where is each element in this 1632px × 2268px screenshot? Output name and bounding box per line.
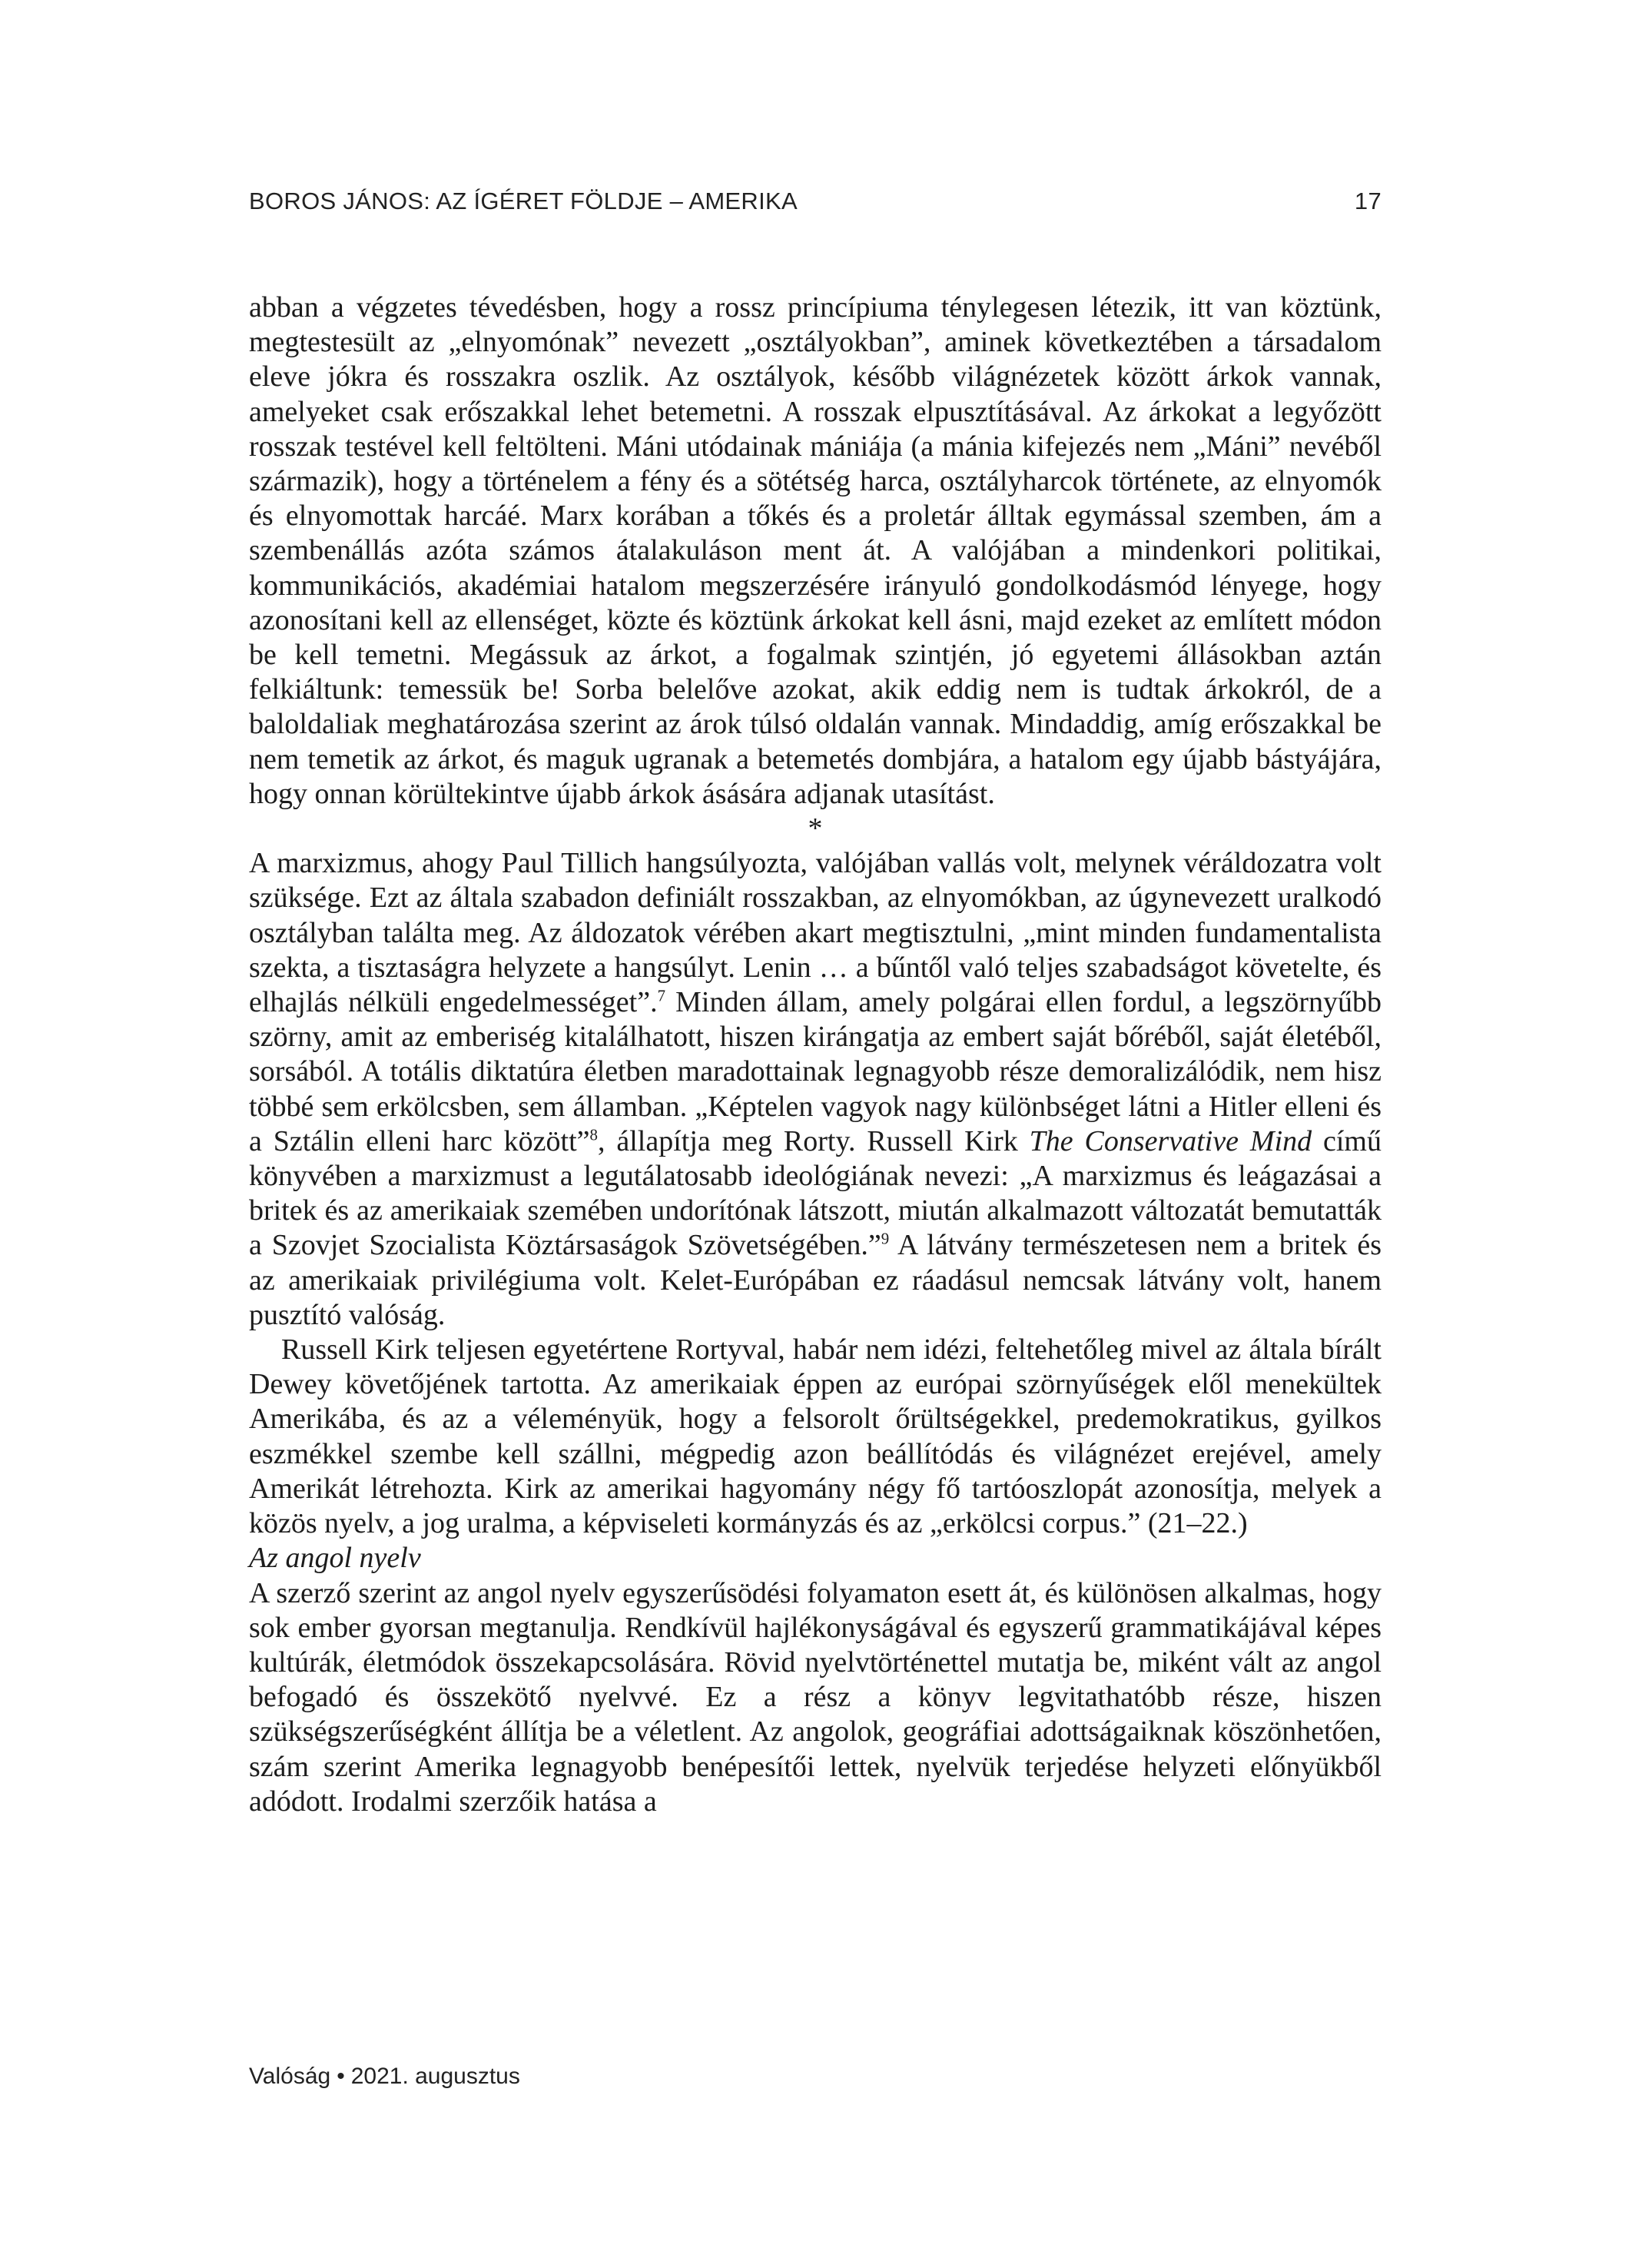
running-header-title: BOROS JÁNOS: AZ ÍGÉRET FÖLDJE – AMERIKA: [249, 188, 798, 214]
paragraph-2: [249, 846, 1382, 1333]
paragraph-2-part-c: , állapítja meg Rorty. Russell Kirk: [597, 1124, 1030, 1157]
paragraph-2-part-d: című könyvében a marxizmust a legutálatosabb ideológiának nevezi: „A marxizmus és leágazásai a britek és az amerikaiak szemében undorítónak látszott, miután alkalmazott változatát bemutatták a Szovjet Szocialista Köztársaságok Szövetségében.”: [249, 1124, 1382, 1262]
section-separator: *: [808, 812, 823, 845]
page-number: 17: [1354, 188, 1382, 214]
page-footer: [249, 2064, 520, 2090]
paragraph-4: A szerző szerint az angol nyelv egyszerűsödési folyamaton esett át, és különösen alkalmas, hogy sok ember gyorsan megtanulja. Rendkívül hajlékonyságával és egyszerű grammatikájával képes kultúrák, életmódok összekapcsolására. Rövid nyelvtörténettel mutatja be, miként vált az angol befogadó és összekötő nyelvvé. Ez a rész a könyv legvitathatóbb része, hiszen szükségszerűségként állítja be a véletlent. Az angolok, geográfiai adottságaiknak köszönhetően, szám szerint Amerika legnagyobb benépesítői lettek, nyelvük terjedése helyzeti előnyükből adódott. Irodalmi szerzőik hatása a: [249, 1576, 1382, 1818]
footer-issue: 2021. augusztus: [350, 2064, 520, 2089]
footnote-ref-7: 7: [657, 986, 666, 1005]
footer-journal: Valóság: [249, 2064, 331, 2089]
paragraph-2-part-b: Minden állam, amely polgárai ellen fordul, a legszörnyűbb szörny, amit az emberiség kitalálhatott, hiszen kirángatja az embert saját bőréből, saját életéből, sorsából. A totális diktatúra életben maradottainak legnagyobb része demoralizálódik, nem hisz többé sem erkölcsben, sem államban. „Képtelen vagyok nagy különbséget látni a Hitler elleni és a Sztálin elleni harc között”: [249, 986, 1382, 1157]
footnote-ref-9: 9: [881, 1229, 890, 1248]
article-body: [249, 291, 1382, 1819]
section-heading: Az angol nyelv: [249, 1542, 421, 1575]
paragraph-3: Russell Kirk teljesen egyetértene Rortyval, habár nem idézi, feltehetőleg mivel az általa bírált Dewey követőjének tartotta. Az amerikaiak éppen az európai szörnyűségek elől menekültek Amerikába, és az a véleményük, hogy a felsorolt őrültségekkel, predemokratikus, gyilkos eszmékkel szembe kell szállni, mégpedig azon beállítódás és világnézet erejével, amely Amerikát létrehozta. Kirk az amerikai hagyomány négy fő tartóoszlopát azonosítja, melyek a közös nyelv, a jog uralma, a képviseleti kormányzás és az „erkölcsi corpus.” (21–22.): [249, 1333, 1382, 1540]
paragraph-2-part-e: A látvány természetesen nem a britek és az amerikaiak privilégiuma volt. Kelet-Európában ez ráadásul nemcsak látvány volt, hanem pusztító valóság.: [249, 1229, 1382, 1331]
book-title: The Conservative Mind: [1029, 1124, 1312, 1157]
paragraph-2-part-a: A marxizmus, ahogy Paul Tillich hangsúlyozta, valójában vallás volt, melynek véráldozatra volt szüksége. Ezt az általa szabadon definiált rosszakban, az elnyomókban, az úgynevezett uralkodó osztályban találta meg. Az áldozatok vérében akart megtisztulni, „mint minden fundamentalista szekta, a tisztaságra helyzete a hangsúlyt. Lenin … a bűntől való teljes szabadságot követelte, és elhajlás nélküli engedelmességet”.: [249, 847, 1382, 1019]
footnote-ref-8: 8: [589, 1125, 598, 1144]
paragraph-1: abban a végzetes tévedésben, hogy a rossz princípiuma ténylegesen létezik, itt van köztünk, megtestesült az „elnyomónak” nevezett „osztályokban”, aminek következtében a társadalom eleve jókra és rosszakra oszlik. Az osztályok, később világnézetek között árkok vannak, amelyeket csak erőszakkal lehet betemetni. A rosszak elpusztításával. Az árkokat a legyőzött rosszak testével kell feltölteni. Máni utódainak mániája (a mánia kifejezés nem „Máni” nevéből származik), hogy a történelem a fény és a sötétség harca, osztályharcok története, az elnyomók és elnyomottak harcáé. Marx korában a tőkés és a proletár álltak egymással szemben, ám a szembenállás azóta számos átalakuláson ment át. A valójában a mindenkori politikai, kommunikációs, akadémiai hatalom megszerzésére irányuló gondolkodásmód lényege, hogy azonosítani kell az ellenséget, közte és köztünk árkokat kell ásni, majd ezeket az említett módon be kell temetni. Megássuk az árkot, a fogalmak szintjén, jó egyetemi állásokban aztán felkiáltunk: temessük be! Sorba belelőve azokat, akik eddig nem is tudtak árkokról, de a baloldaliak meghatározása szerint az árok túlsó oldalán vannak. Mindaddig, amíg erőszakkal be nem temetik az árkot, és maguk ugranak a betemetés dombjára, a hatalom egy újabb bástyájára, hogy onnan körültekintve újabb árkok ásására adjanak utasítást.: [249, 291, 1382, 810]
footer-bullet: •: [337, 2064, 345, 2089]
